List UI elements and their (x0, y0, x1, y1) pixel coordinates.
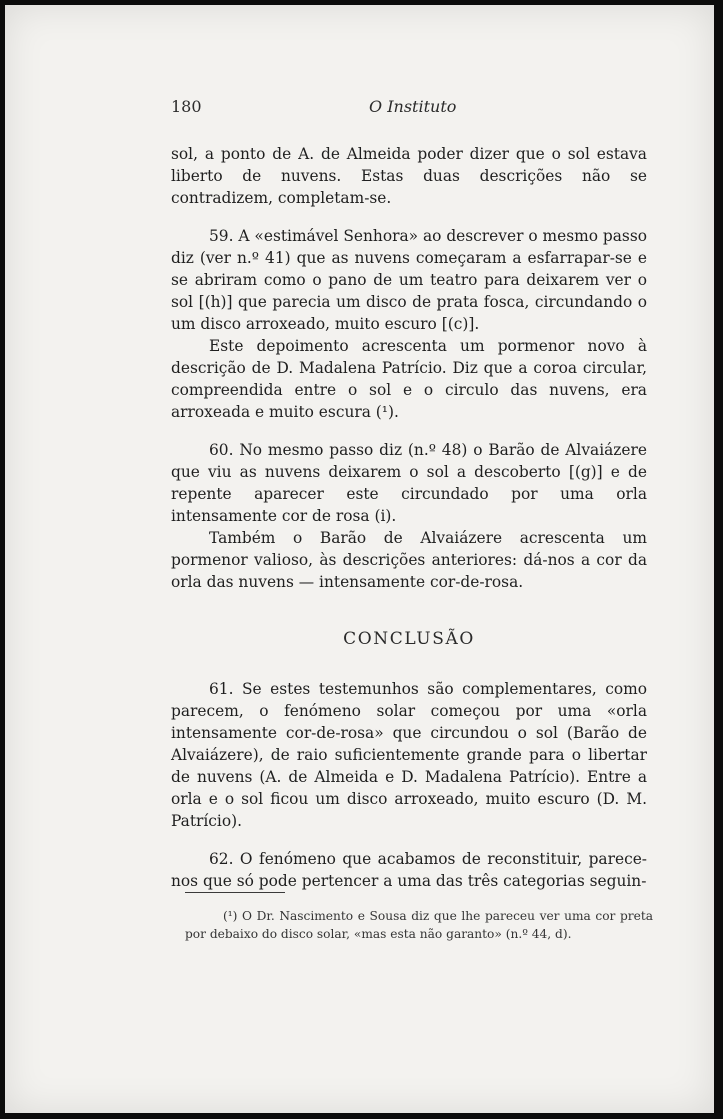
paragraph-60-a: 60. No mesmo passo diz (n.º 48) o Barão de Alvaiázere que viu as nuvens deixarem o sol a descoberto [(g)] e de repente aparecer este circundado por uma orla intensamente cor de rosa (i). (171, 441, 647, 525)
footnote (185, 907, 653, 943)
running-title: O Instituto (369, 97, 457, 116)
section-heading: CONCLUSÃO (343, 629, 475, 649)
book-page (5, 5, 714, 1113)
paragraph-59-b: Este depoimento acrescenta um pormenor novo à descrição de D. Madalena Patrício. Diz que a coroa circular, compreendida entre o sol e o circulo das nuvens, era arroxeada e muito escura (¹). (171, 337, 647, 421)
body-text-lower (171, 678, 647, 892)
paragraph-60-b: Também o Barão de Alvaiázere acrescenta um pormenor valioso, às descrições anteriores: dá-nos a cor da orla das nuvens — intensamente cor-de-rosa. (171, 529, 647, 591)
paragraph-59-a: 59. A «estimável Senhora» ao descrever o mesmo passo diz (ver n.º 41) que as nuvens começaram a esfarrapar-se e se abriram como o pano de um teatro para deixarem ver o sol [(h)] que parecia um disco de prata fosca, circundando o um disco arroxeado, muito escuro [(c)]. (171, 227, 647, 333)
footnote-text: (¹) O Dr. Nascimento e Sousa diz que lhe pareceu ver uma cor preta por debaixo do disco solar, «mas esta não garanto» (n.º 44, d). (185, 909, 653, 941)
footnote-divider (185, 892, 285, 893)
page-header (171, 97, 651, 119)
paragraph-61: 61. Se estes testemunhos são complementares, como parecem, o fenómeno solar começou por uma «orla intensamente cor-de-rosa» que circundou o sol (Barão de Alvaiázere), de raio suficientemente grande para o libertar de nuvens (A. de Almeida e D. Madalena Patrício). Entre a orla e o sol ficou um disco arroxeado, muito escuro (D. M. Patrício). (171, 680, 647, 830)
paragraph-continuation: sol, a ponto de A. de Almeida poder dizer que o sol estava liberto de nuvens. Estas duas descrições não se contradizem, completam-se. (171, 145, 647, 207)
page-number: 180 (171, 97, 202, 116)
body-text-upper (171, 143, 647, 593)
paragraph-62: 62. O fenómeno que acabamos de reconstituir, parece-nos que só pode pertencer a uma das três categorias seguin- (171, 850, 647, 890)
